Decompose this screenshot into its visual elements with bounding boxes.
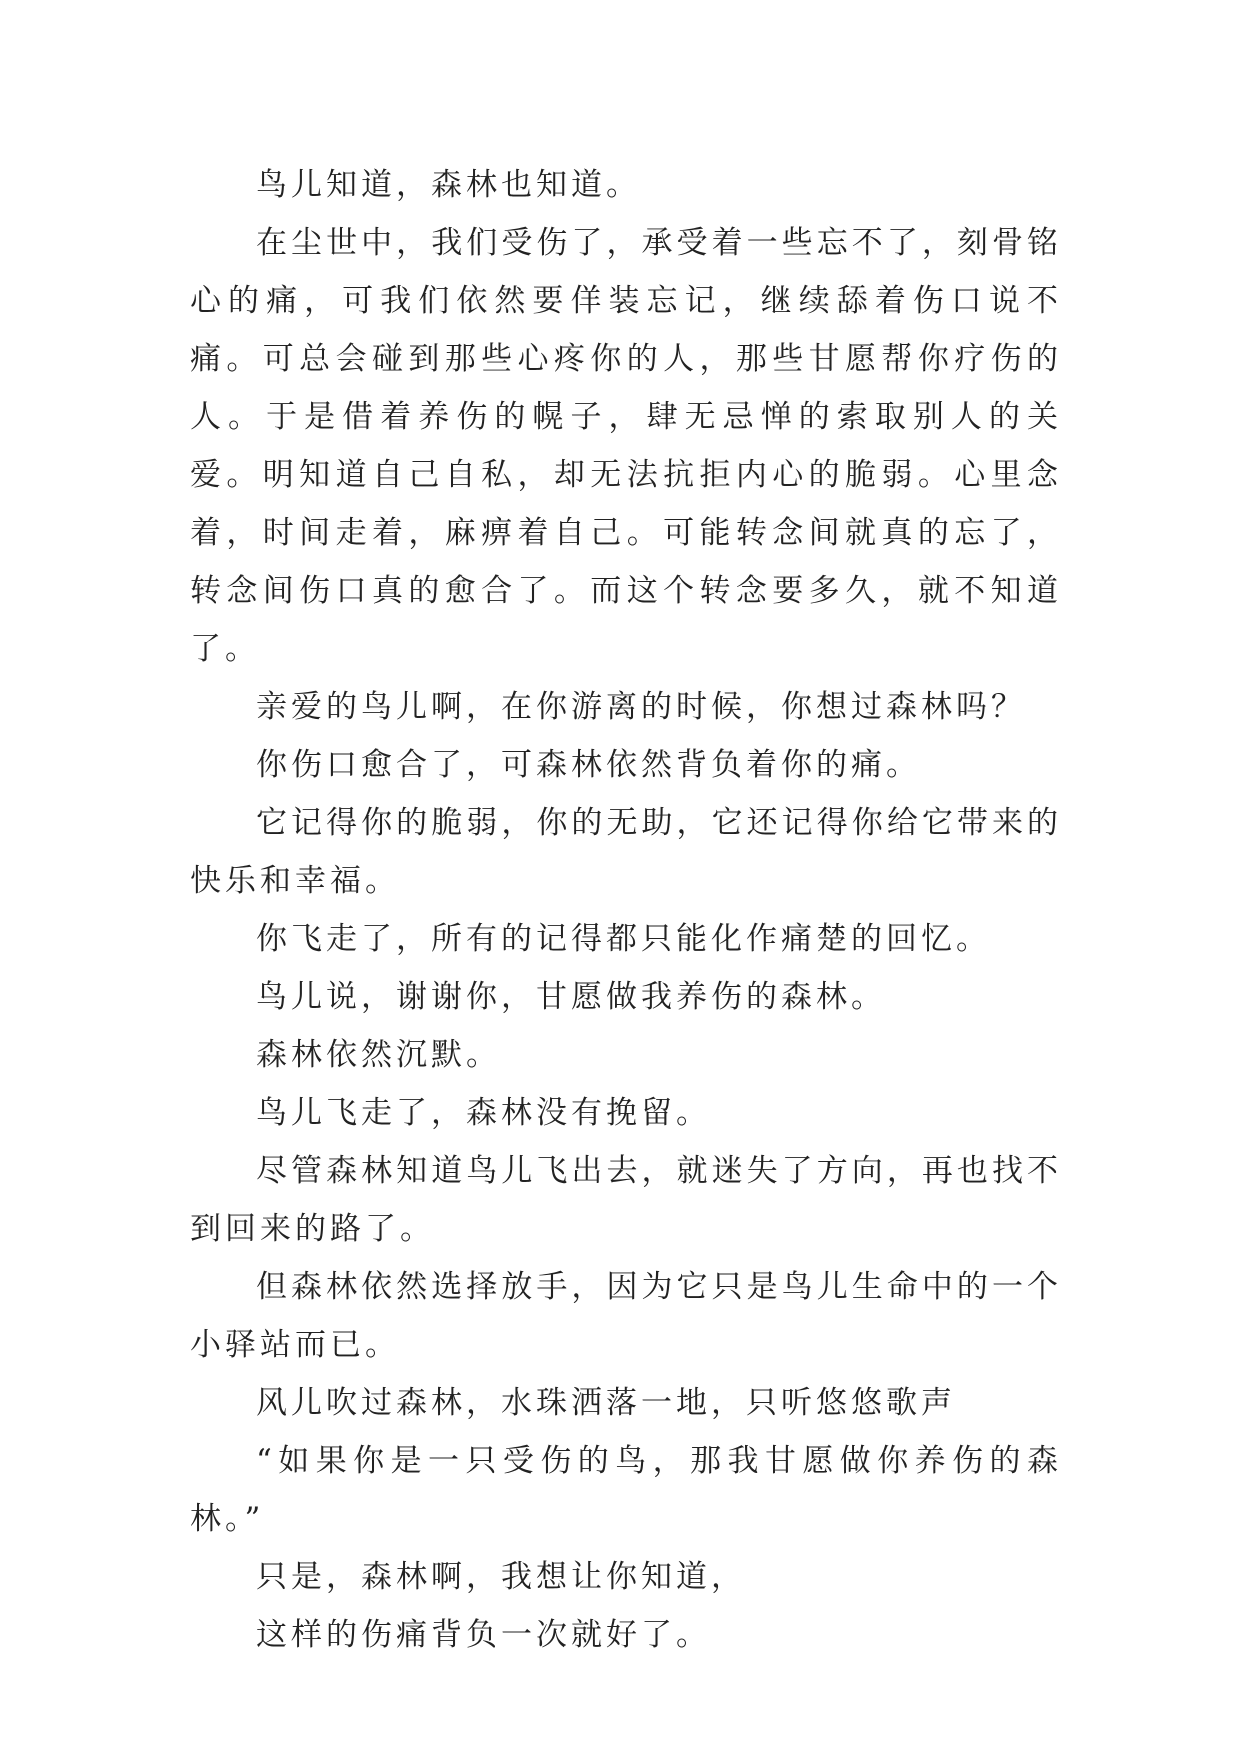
- paragraph: 它记得你的脆弱，你的无助，它还记得你给它带来的快乐和幸福。: [190, 805, 1062, 899]
- paragraph: 亲爱的鸟儿啊，在你游离的时候，你想过森林吗？: [256, 689, 1026, 725]
- body-text: [190, 156, 1062, 1664]
- paragraph: 森林依然沉默。: [256, 1037, 501, 1073]
- paragraph: 你伤口愈合了，可森林依然背负着你的痛。: [256, 747, 921, 783]
- paragraph: 鸟儿飞走了，森林没有挽留。: [256, 1095, 711, 1131]
- paragraph: 尽管森林知道鸟儿飞出去，就迷失了方向，再也找不到回来的路了。: [190, 1153, 1062, 1247]
- paragraph: 这样的伤痛背负一次就好了。: [256, 1617, 711, 1653]
- paragraph: 鸟儿说，谢谢你，甘愿做我养伤的森林。: [256, 979, 886, 1015]
- paragraph: “如果你是一只受伤的鸟，那我甘愿做你养伤的森林。”: [190, 1443, 1062, 1537]
- paragraph: 鸟儿知道，森林也知道。: [256, 167, 641, 203]
- paragraph: 但森林依然选择放手，因为它只是鸟儿生命中的一个小驿站而已。: [190, 1269, 1062, 1363]
- paragraph: 你飞走了，所有的记得都只能化作痛楚的回忆。: [256, 921, 991, 957]
- paragraph: 在尘世中，我们受伤了，承受着一些忘不了，刻骨铭心的痛，可我们依然要佯装忘记，继续舔着伤口说不痛。可总会碰到那些心疼你的人，那些甘愿帮你疗伤的人。于是借着养伤的幌子，肆无忌惮的索取别人的关爱。明知道自己自私，却无法抗拒内心的脆弱。心里念着，时间走着，麻痹着自己。可能转念间就真的忘了，转念间伤口真的愈合了。而这个转念要多久，就不知道了。: [190, 225, 1062, 667]
- paragraph: 风儿吹过森林，水珠洒落一地，只听悠悠歌声: [256, 1385, 956, 1421]
- paragraph: 只是，森林啊，我想让你知道，: [256, 1559, 746, 1595]
